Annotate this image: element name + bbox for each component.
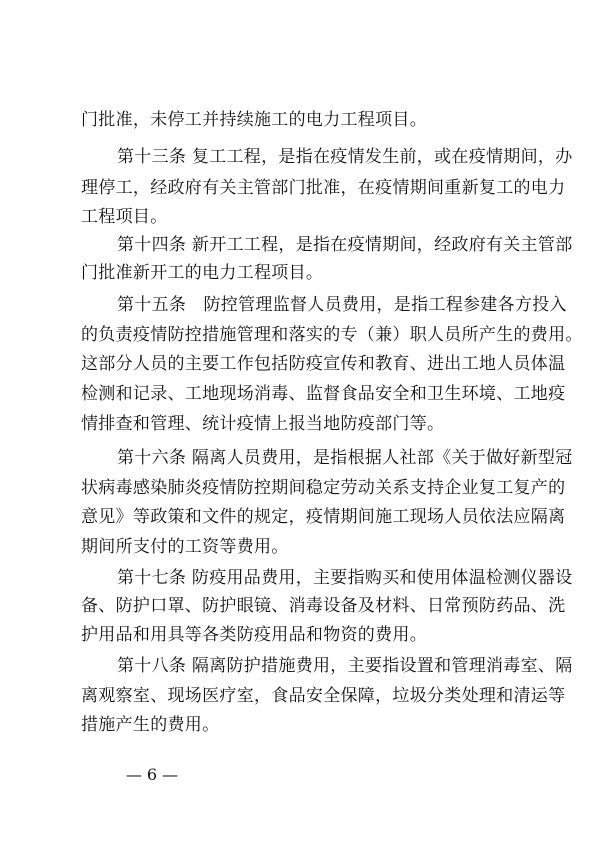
article-15-line-4: 检测和记录、工地现场消毒、监督食品安全和卫生环境、工地疫 bbox=[81, 384, 566, 404]
article-15-line-1: 第十五条 防控管理监督人员费用，是指工程参建各方投入 bbox=[117, 295, 567, 315]
article-16-line-2: 状病毒感染肺炎疫情防控期间稳定劳动关系支持企业复工复产的 bbox=[81, 478, 566, 498]
article-16-line-1: 第十六条 隔离人员费用，是指根据人社部《关于做好新型冠 bbox=[117, 448, 573, 468]
article-13-line-1: 第十三条 复工工程，是指在疫情发生前，或在疫情期间，办 bbox=[117, 147, 573, 167]
article-17-line-2: 备、防护口罩、防护眼镜、消毒设备及材料、日常预防药品、洗 bbox=[81, 596, 566, 616]
article-17-line-3: 护用品和用具等各类防疫用品和物资的费用。 bbox=[81, 625, 427, 645]
article-18-line-1: 第十八条 隔离防护措施费用，主要指设置和管理消毒室、隔 bbox=[117, 656, 573, 676]
article-15-line-5: 情排查和管理、统计疫情上报当地防疫部门等。 bbox=[81, 414, 445, 434]
page-number: — 6 — bbox=[125, 765, 179, 784]
article-15-line-3: 这部分人员的主要工作包括防疫宣传和教育、进出工地人员体温 bbox=[81, 354, 566, 374]
article-13-line-3: 工程项目。 bbox=[81, 207, 168, 227]
article-17-line-1: 第十七条 防疫用品费用，主要指购买和使用体温检测仪器设 bbox=[117, 568, 573, 588]
article-18-line-2: 离观察室、现场医疗室，食品安全保障，垃圾分类处理和清运等 bbox=[81, 686, 566, 706]
article-13-line-2: 理停工，经政府有关主管部门批准，在疫情期间重新复工的电力 bbox=[81, 178, 566, 198]
article-16-line-4: 期间所支付的工资等费用。 bbox=[81, 537, 289, 557]
article-14-line-2: 门批准新开工的电力工程项目。 bbox=[81, 263, 324, 283]
article-18-line-3: 措施产生的费用。 bbox=[81, 715, 220, 735]
paragraph-line: 门批准，未停工并持续施工的电力工程项目。 bbox=[81, 110, 427, 130]
article-15-line-2: 的负责疫情防控措施管理和落实的专（兼）职人员所产生的费用。 bbox=[81, 325, 583, 345]
article-14-line-1: 第十四条 新开工工程，是指在疫情期间，经政府有关主管部 bbox=[117, 235, 573, 255]
article-16-line-3: 意见》等政策和文件的规定，疫情期间施工现场人员依法应隔离 bbox=[81, 507, 566, 527]
